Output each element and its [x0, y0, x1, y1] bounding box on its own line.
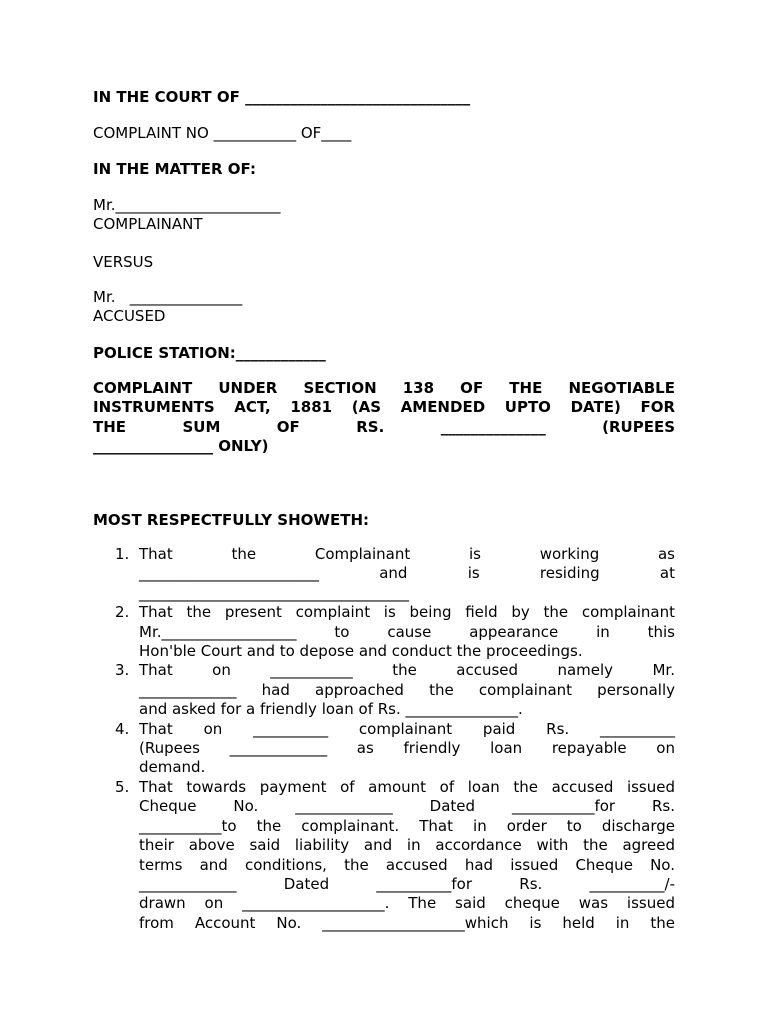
paragraph-line: (Rupees _____________ as friendly loan repayable on: [139, 739, 675, 758]
paragraph-number: 2.: [115, 603, 130, 622]
title-line: INSTRUMENTS ACT, 1881 (AS AMENDED UPTO DATE) FOR: [93, 398, 675, 417]
paragraph-line: from Account No. ___________________which is held in the: [139, 913, 675, 932]
paragraph-line: drawn on ___________________. The said cheque was issued: [139, 894, 675, 913]
paragraph-line: That the Complainant is working as: [139, 545, 675, 563]
paragraph-line: Cheque No. _____________ Dated ___________for Rs.: [139, 797, 675, 816]
versus-label: VERSUS: [93, 253, 154, 271]
paragraph-line: their above said liability and in accordance with the agreed: [139, 836, 675, 855]
title-line: ________________ ONLY): [93, 437, 269, 456]
list-item: [93, 603, 675, 661]
complaint-title: [93, 379, 675, 457]
paragraph-number: 3.: [115, 661, 130, 680]
paragraph-line: ________________________ and is residing at: [139, 564, 675, 583]
title-line: COMPLAINT UNDER SECTION 138 OF THE NEGOTIABLE: [93, 379, 675, 397]
paragraph-line: Hon'ble Court and to depose and conduct the proceedings.: [139, 642, 583, 661]
paragraph-line: demand.: [139, 758, 206, 777]
list-item: [93, 545, 675, 603]
paragraph-line: ____________________________________: [139, 583, 409, 602]
accused-label: ACCUSED: [93, 307, 166, 326]
list-item: [93, 720, 675, 778]
title-line: THE SUM OF RS. ______________ (RUPEES: [93, 417, 675, 436]
paragraph-line: terms and conditions, the accused had issued Cheque No.: [139, 855, 675, 874]
showeth-heading: MOST RESPECTFULLY SHOWETH:: [93, 511, 369, 529]
paragraph-line: ___________to the complainant. That in order to discharge: [139, 816, 675, 835]
court-heading: IN THE COURT OF ______________________________: [93, 88, 471, 106]
police-station: POLICE STATION:____________: [93, 344, 326, 362]
paragraph-line: That on ___________ the accused namely Mr.: [139, 661, 675, 680]
matter-heading: IN THE MATTER OF:: [93, 160, 256, 178]
paragraph-line: _____________ Dated __________for Rs. __________/-: [139, 874, 675, 893]
paragraph-line: That towards payment of amount of loan the accused issued: [139, 777, 675, 796]
paragraph-line: Mr.__________________ to cause appearance in this: [139, 622, 675, 641]
accused-block: [93, 288, 675, 327]
paragraph-number: 1.: [115, 545, 130, 563]
paragraph-list: [93, 545, 675, 933]
paragraph-number: 4.: [115, 719, 130, 738]
complaint-number: COMPLAINT NO ___________ OF____: [93, 124, 352, 142]
complainant-block: [93, 196, 675, 235]
paragraph-line: and asked for a friendly loan of Rs. _______________.: [139, 700, 523, 719]
paragraph-line: That the present complaint is being field by the complainant: [139, 603, 675, 622]
paragraph-line: That on __________ complainant paid Rs. __________: [139, 719, 675, 738]
accused-name: Mr. _______________: [93, 288, 243, 306]
paragraph-number: 5.: [115, 777, 130, 796]
complainant-label: COMPLAINANT: [93, 215, 203, 234]
paragraph-line: _____________ had approached the complainant personally: [139, 680, 675, 699]
list-item: [93, 661, 675, 719]
list-item: [93, 778, 675, 933]
complainant-name: Mr.______________________: [93, 196, 281, 214]
